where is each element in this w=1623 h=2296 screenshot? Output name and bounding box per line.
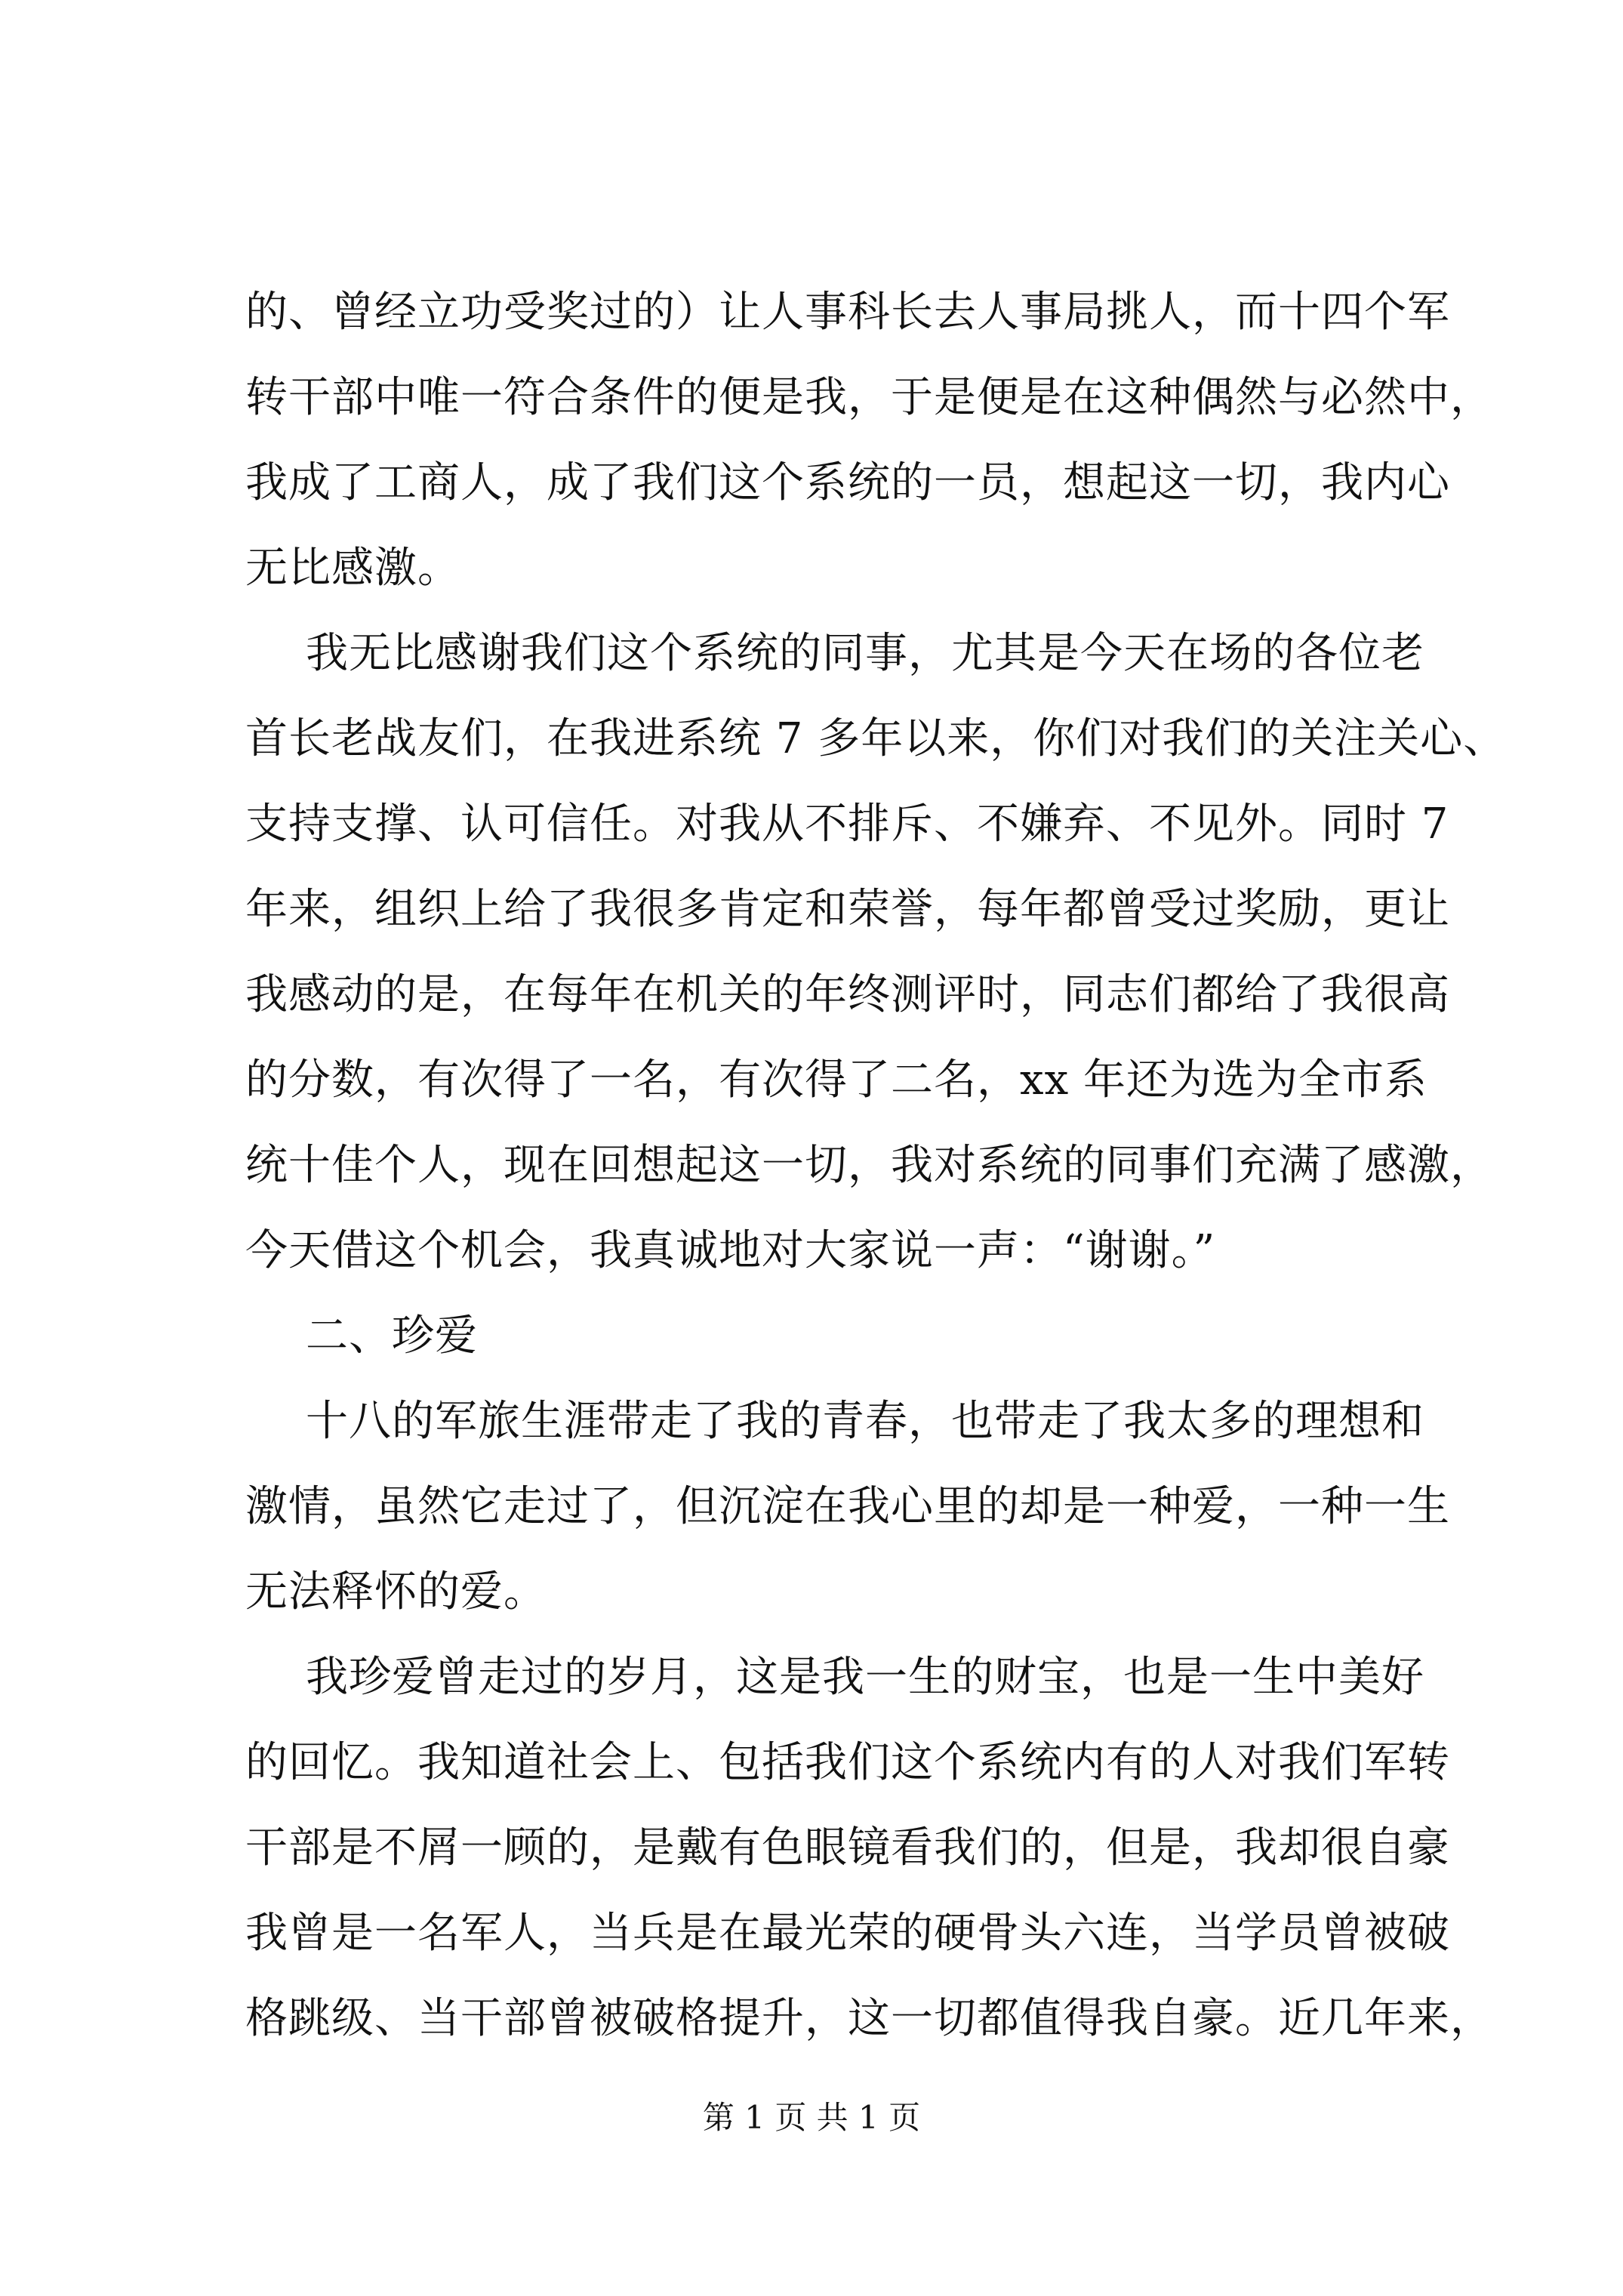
section-heading: 二、珍爱 [306,1311,478,1361]
paragraph-first-line: 我珍爱曾走过的岁月，这是我一生的财宝，也是一生中美好 [306,1653,1424,1702]
text-line: 的分数，有次得了一名，有次得了二名，xx 年还为选为全市系 [245,1056,1427,1105]
text-line: 首长老战友们，在我进系统 7 多年以来，你们对我们的关注关心、 [245,714,1507,763]
text-line: 我曾是一名军人，当兵是在最光荣的硬骨头六连，当学员曾被破 [245,1909,1450,1958]
page-number-footer: 第 1 页 共 1 页 [702,2099,921,2136]
text-line: 的、曾经立功受奖过的）让人事科长去人事局挑人，而十四个军 [245,288,1450,337]
text-line: 统十佳个人，现在回想起这一切，我对系统的同事们充满了感激， [245,1141,1493,1190]
text-line: 无法释怀的爱。 [245,1567,547,1616]
text-line: 干部是不屑一顾的，是戴有色眼镜看我们的，但是，我却很自豪 [245,1823,1450,1872]
text-line: 今天借这个机会，我真诚地对大家说一声：“谢谢。” [245,1226,1216,1275]
text-line: 年来，组织上给了我很多肯定和荣誉，每年都曾受过奖励，更让 [245,885,1450,934]
paragraph-first-line: 十八的军旅生涯带走了我的青春，也带走了我太多的理想和 [306,1397,1424,1446]
paragraph-first-line: 我无比感谢我们这个系统的同事，尤其是今天在场的各位老 [306,629,1424,678]
text-line: 我感动的是，在每年在机关的年终测评时，同志们都给了我很高 [245,970,1450,1019]
text-line: 激情，虽然它走过了，但沉淀在我心里的却是一种爱，一种一生 [245,1482,1450,1531]
text-line: 转干部中唯一符合条件的便是我，于是便是在这种偶然与必然中， [245,373,1493,422]
text-line: 我成了工商人，成了我们这个系统的一员，想起这一切，我内心 [245,458,1450,507]
text-line: 无比感激。 [245,544,460,593]
text-line: 支持支撑、认可信任。对我从不排斥、不嫌弃、不见外。同时 7 [245,800,1449,849]
text-line: 格跳级、当干部曾被破格提升，这一切都值得我自豪。近几年来， [245,1994,1493,2043]
text-line: 的回忆。我知道社会上、包括我们这个系统内有的人对我们军转 [245,1738,1450,1787]
